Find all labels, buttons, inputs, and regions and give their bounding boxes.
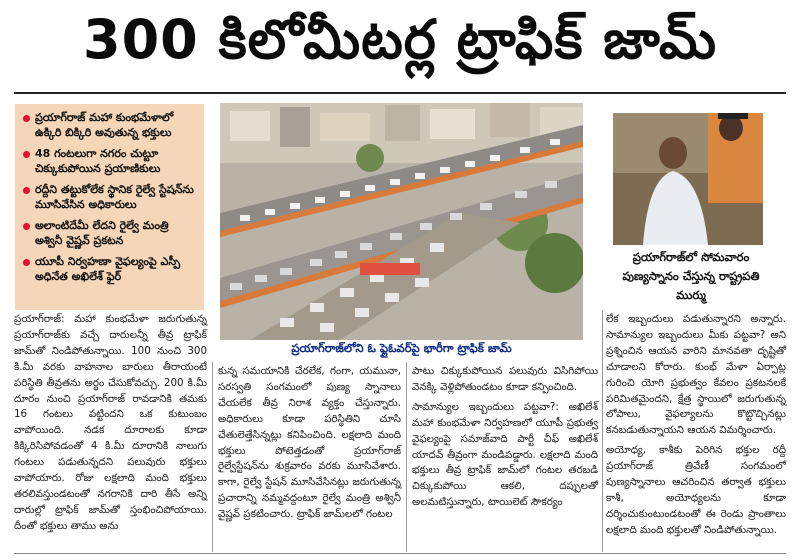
headline-rule: [14, 92, 786, 94]
bullet-dot-icon: [23, 187, 30, 194]
highlight-item: 48 గంటలుగా నగరం చుట్టూ చిక్కుకుపోయిన ప్రయాణికులు: [23, 146, 198, 176]
column-4-paragraph-2: అయోధ్య, కాశీకు పెరిగిన భక్తుల రద్దీ ప్రయాగ్‌రాజ్ త్రివేణీ సంగమంలో పుణ్యస్నానాలు ఆచరించిన తర్వాత భక్తులు కాశీ, అయోధ్యలను కూడా దర్శించుకుంటుండటంతో ఈ రెండు ప్రాంతాలు లక్షలాది మంది భక్తులతో నిండిపోతున్నాయి.: [606, 444, 786, 536]
headline: 300 కిలోమీటర్ల ట్రాఫిక్ జామ్: [83, 7, 717, 71]
bullet-dot-icon: [23, 115, 30, 122]
highlight-item: అలాంటిదేమీ లేదని రైల్వే మంత్రి అశ్వినీ వైష్ణవ్ ప్రకటన: [23, 218, 198, 248]
column-divider: [212, 362, 213, 552]
article-column-2: కున్న సమయానికి చేరలేక, గంగా, యమునా, సరస్వతి సంగమంలో పుణ్య స్నానాలు చేయలేక తీవ్ర నిరాశ వ్యక్తం చేస్తున్నారు. అధికారులు కూడా పరిస్థితిని చూసి చేతులెత్తేసిన్నట్లు కనిపించింది. లక్షలాది మంది భక్తులు పోటెత్తడంతో ప్రయాగ్‌రాజ్ రైల్వేస్టేషన్‌ను శుక్రవారం వరకు మూసివేశారు. కాగా, రైల్వే స్టేషన్ మూసివేసినట్లు జరుగుతున్న ప్రచారాన్ని నమ్మవద్దంటూ రైల్వే మంత్రి అశ్వినీ వైష్ణవ్ ప్రకటించారు. ట్రాఫిక్ జామ్‌లలో గంటల: [218, 365, 401, 521]
highlight-item: ప్రయాగ్‌రాజ్ మహా కుంభమేళాలో ఉక్కిరి బిక్కిరి అవుతున్న భక్తులు: [23, 110, 198, 140]
traffic-jam-photo: [220, 103, 583, 340]
article-column-3: [412, 364, 598, 515]
column-4-paragraph-1: లేక ఇబ్బందులు పడుతున్నారని అన్నారు. సామాన్యుల ఇబ్బందులు మీకు పట్టవా? అని ప్రశ్నించిన ఆయన వారిని మానవతా దృష్టితో చూడాలని కోరారు. కుంభ్ మేళా ఏర్పాట్ల గురించి యోగి ప్రభుత్వం కేవలం ప్రకటనలకే పరిమితమైందని, క్షేత్ర స్థాయిలో జరుగుతున్న లోపాలు, వైఫల్యాలను కొట్టొచ్చినట్లు కనబడుతున్నాయని ఆయన విమర్శించారు.: [606, 313, 786, 437]
bullet-dot-icon: [23, 259, 30, 266]
highlight-item: రద్దీని తట్టుకోలేక స్థానిక రైల్వే స్టేషన్‌ను మూసివేసిన అధికారులు: [23, 182, 198, 212]
president-bathing-photo: [613, 113, 763, 245]
side-photo-caption: ప్రయాగ్‌రాజ్‌లో సోమవారం పుణ్యస్నానం చేస్తున్న రాష్ట్రపతి ముర్ము: [622, 250, 760, 302]
article-column-1: ప్రయాగ్‌రాజ్: మహా కుంభమేళా జరుగుతున్న ప్రయాగ్‌రాజ్‌కు వచ్చే దారులన్నీ తీవ్ర ట్రాఫిక్ జామ్‌తో నిండిపోతున్నాయి. 100 నుంచి 300 కి.మీ వరకు వాహనాల బారులు తీరాయంటే పరిస్థితి తీవ్రతను అర్థం చేసుకోవచ్చు. 200 కి.మీ దూరం నుంచి ప్రయాగ్‌రాజ్ రావడానికి తమకు 16 గంటలు పట్టిందని ఒక కుటుంబం వాపోయింది. నడక దూరాలకు కూడా కిక్కిరిసిపోవడంతో 4 కి.మీ దూరానికి నాలుగు గంటలు పడుతున్నదని పలువురు భక్తులు వాపోయారు. రోజు లక్షలాది మంది భక్తులు తరలివస్తుండటంతో నగరానికి దారి తీసే అన్ని దారుల్లో ట్రాఫిక్ జామ్‌తో స్తంభించిపోయాయి. దీంతో భక్తులు తాము అను: [14, 313, 207, 532]
column-3-paragraph-2: సామాన్యుల ఇబ్బందులు పట్టవా?: అఖిలేశ్ మహా కుంభమేళా నిర్వహణలో యూపీ ప్రభుత్వ వైఫల్యంపై సమాజ్‌వాది పార్టీ చీఫ్ అఖిలేశ్ యాదవ్ తీవ్రంగా మండిపడ్డారు. లక్షలాది మంది భక్తులు తీవ్ర ట్రాఫిక్ జామ్‌లో గంటల తరబడి చిక్కుకుపోయి ఆకలి, దప్పులతో అలమటిస్తున్నారు, టాయిలెట్ సౌకర్యం: [412, 400, 598, 509]
bottom-rule: [14, 553, 786, 554]
article-column-4: [606, 312, 786, 543]
main-photo-caption: ప్రయాగ్‌రాజ్‌లోని ఓ ఫ్లైఓవర్‌పై భారీగా ట్రాఫిక్ జామ్: [291, 341, 512, 355]
bullet-dot-icon: [23, 223, 30, 230]
column-divider: [602, 310, 603, 552]
bullet-dot-icon: [23, 151, 30, 158]
column-3-paragraph-1: పాటు చిక్కుకుపోయిన పలువురు విసిగిపోయి వెనక్కి వెళ్లిపోతుండటం కూడా కన్పించింది.: [412, 365, 598, 393]
highlight-item: యూపీ నిర్వహణా వైఫల్యంపై ఎస్పీ అధినేత అఖిలేశ్ ఫైర్: [23, 254, 198, 284]
highlights-box: [15, 104, 204, 310]
column-divider: [406, 362, 407, 552]
